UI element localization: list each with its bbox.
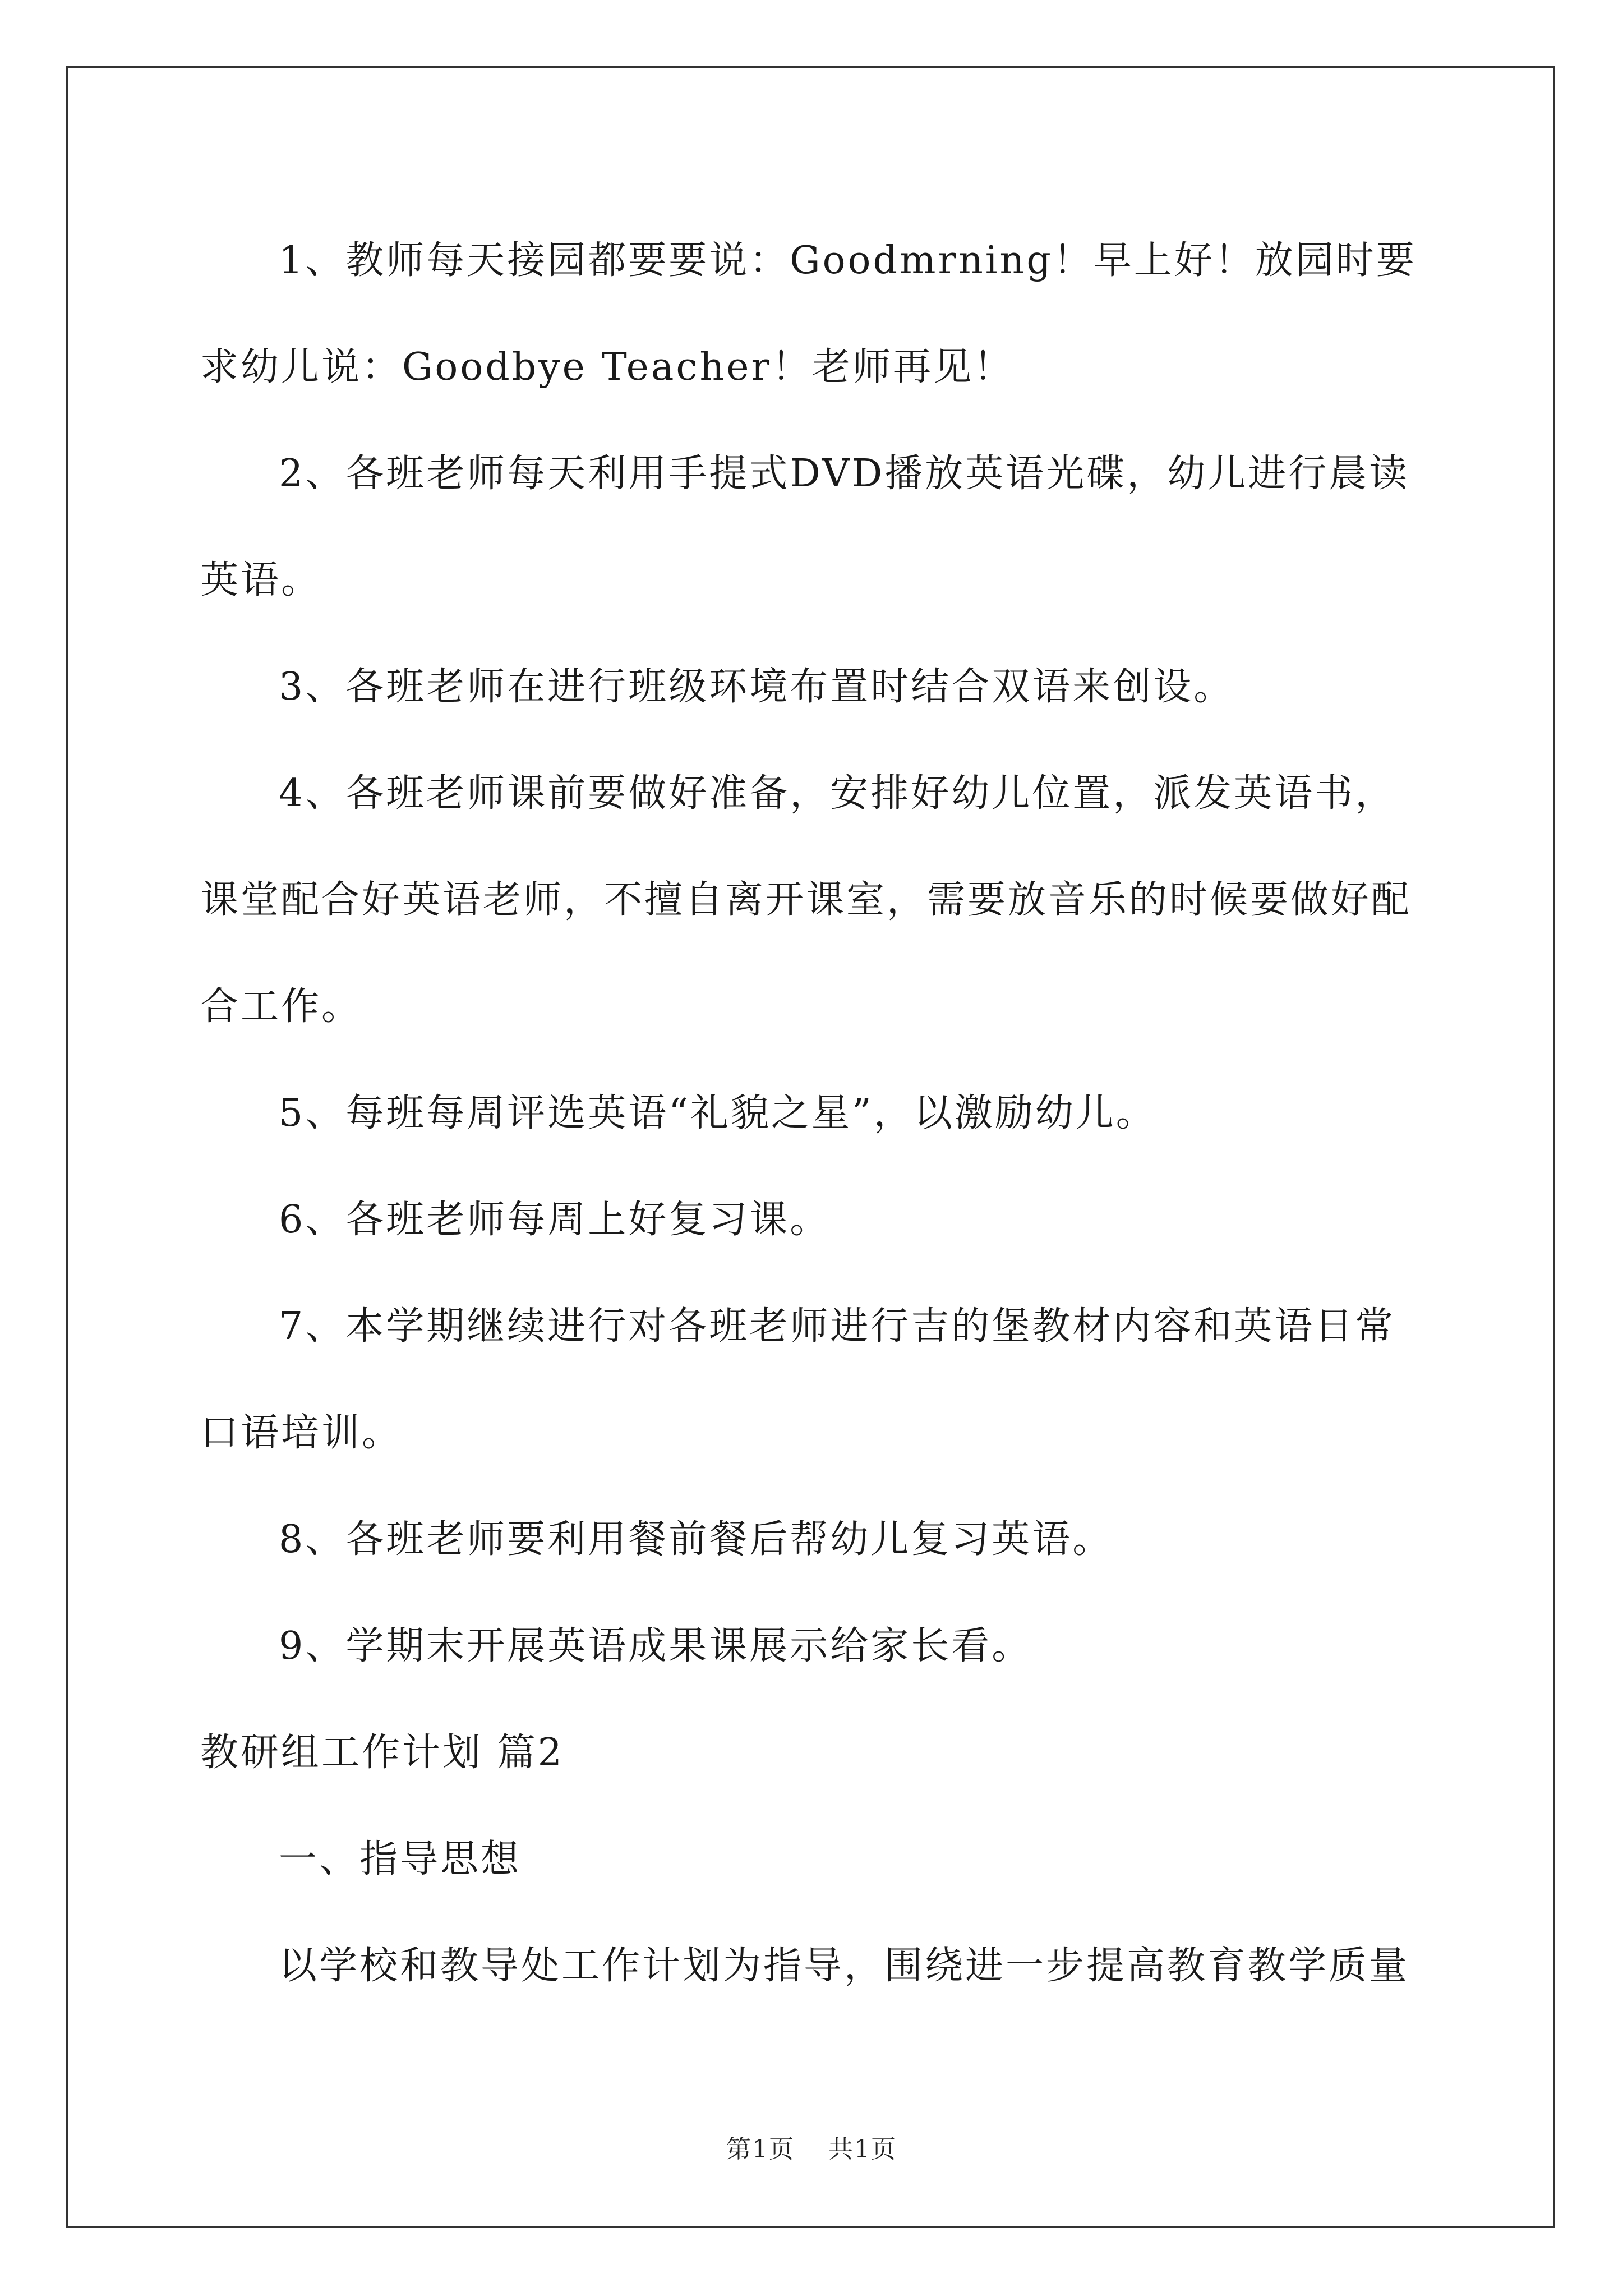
subsection-heading: 一、指导思想 bbox=[279, 1837, 522, 1881]
paragraph-6: 6、各班老师每周上好复习课。 bbox=[279, 1198, 831, 1242]
paragraph-4: 4、各班老师课前要做好准备，安排好幼儿位置，派发英语书，课堂配合好英语老师，不擅自离开课室，需要放音乐的时候要做好配合工作。 bbox=[200, 771, 1412, 1029]
paragraph-9: 9、学期末开展英语成果课展示给家长看。 bbox=[279, 1624, 1032, 1668]
paragraph-7: 7、本学期继续进行对各班老师进行吉的堡教材内容和英语日常口语培训。 bbox=[200, 1304, 1396, 1455]
paragraph-5: 5、每班每周评选英语“礼貌之星”，以激励幼儿。 bbox=[279, 1091, 1156, 1135]
paragraph-3: 3、各班老师在进行班级环境布置时结合双语来创设。 bbox=[279, 665, 1234, 709]
paragraph-8: 8、各班老师要利用餐前餐后帮幼儿复习英语。 bbox=[279, 1517, 1113, 1562]
paragraph-2: 2、各班老师每天利用手提式DVD播放英语光碟，幼儿进行晨读英语。 bbox=[200, 452, 1410, 602]
paragraph-1: 1、教师每天接园都要要说：Goodmrning！早上好！放园时要求幼儿说：Goodbye Teacher！老师再见！ bbox=[200, 238, 1417, 389]
page-footer bbox=[0, 2129, 1623, 2165]
document-body bbox=[200, 208, 1434, 2019]
page-number-current: 第1页 bbox=[726, 2135, 795, 2164]
page-number-total: 共1页 bbox=[828, 2135, 897, 2164]
paragraph-guiding-thought: 以学校和教导处工作计划为指导，围绕进一步提高教育教学质量 bbox=[279, 1944, 1410, 1988]
section-heading: 教研组工作计划 篇2 bbox=[200, 1731, 564, 1775]
